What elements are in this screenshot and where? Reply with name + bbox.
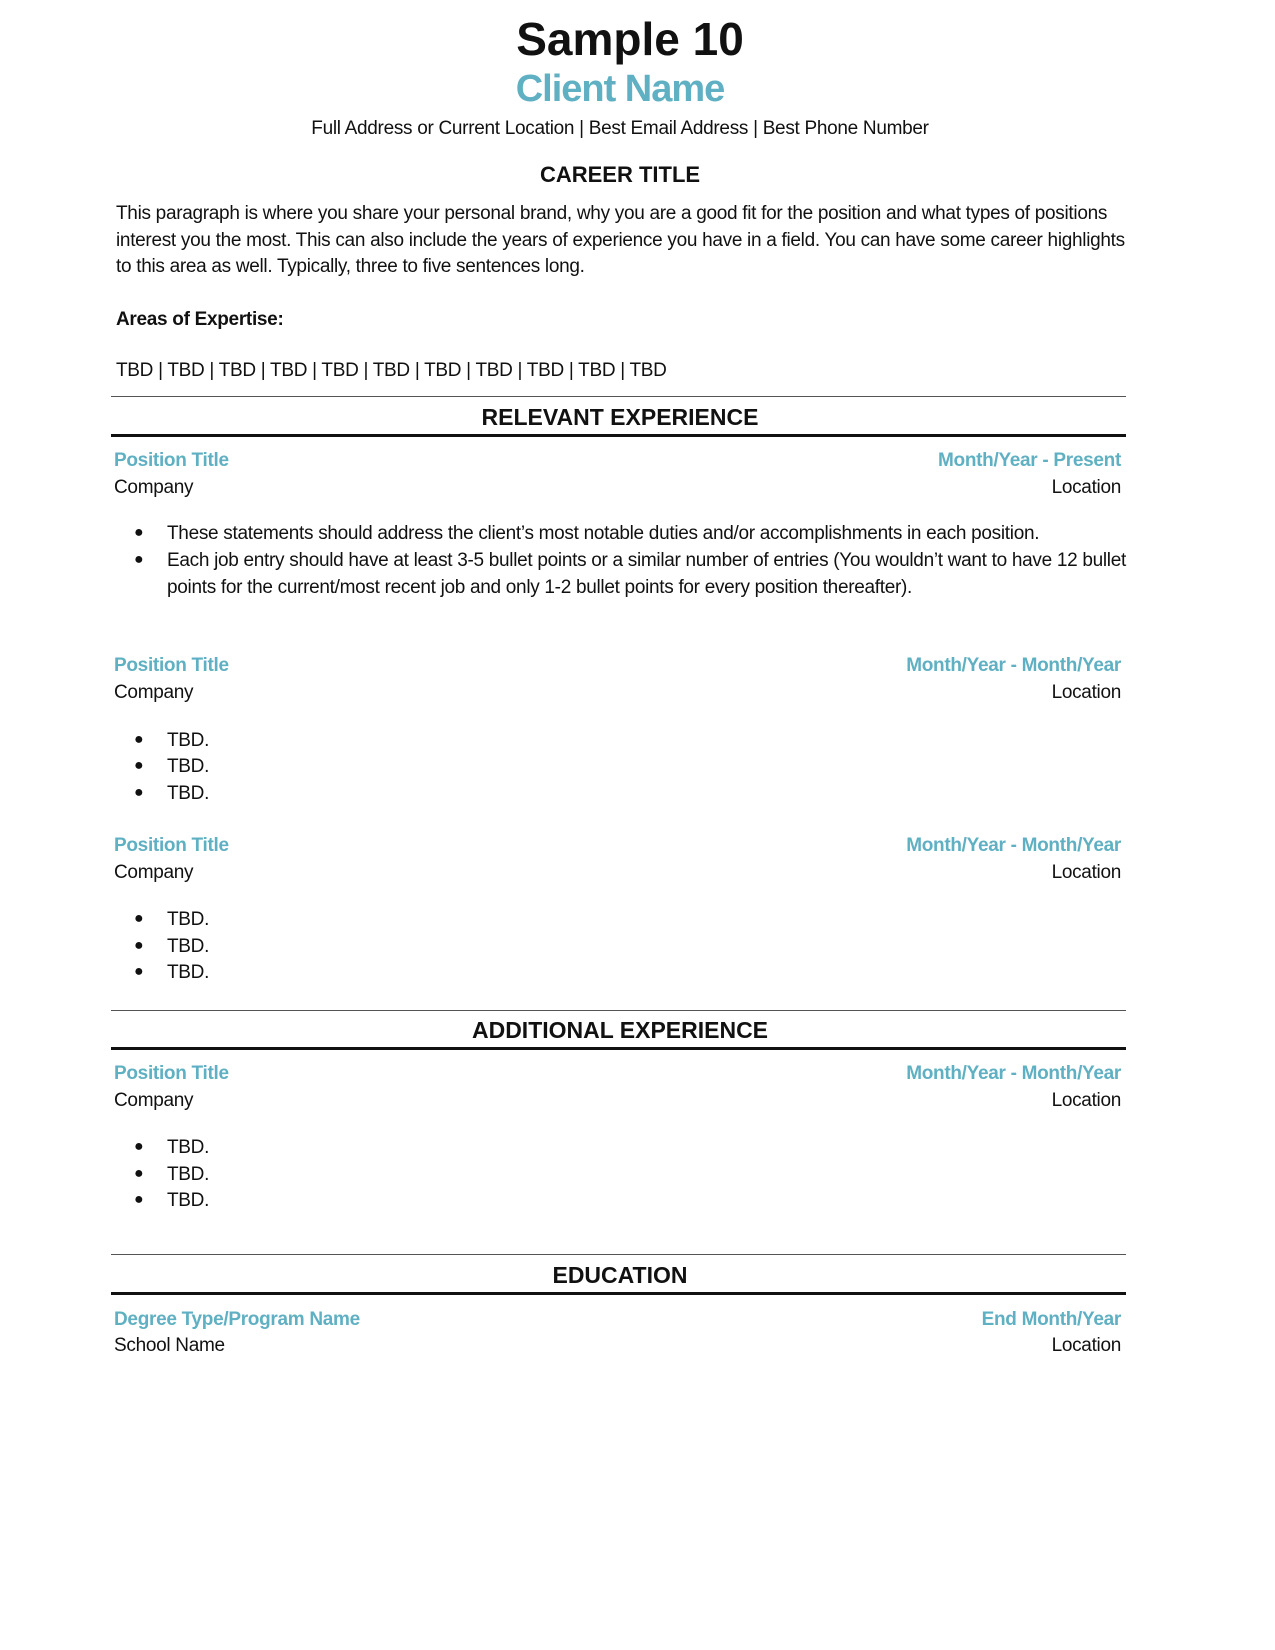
divider	[111, 1047, 1126, 1050]
divider	[111, 1254, 1126, 1255]
section-heading-education: EDUCATION	[552, 1262, 688, 1288]
position-dates: Month/Year - Month/Year	[906, 835, 1121, 856]
position-dates: Month/Year - Month/Year	[906, 655, 1121, 676]
position-title: Position Title	[114, 1063, 229, 1084]
divider	[111, 1010, 1126, 1011]
bullet-text: TBD.	[167, 936, 210, 957]
bullet-text: TBD.	[167, 783, 210, 804]
degree-name: Degree Type/Program Name	[114, 1309, 360, 1330]
position-dates: Month/Year - Month/Year	[906, 1063, 1121, 1084]
client-name: Client Name	[515, 68, 725, 110]
expertise-list: TBD | TBD | TBD | TBD | TBD | TBD | TBD | TBD | TBD | TBD | TBD	[116, 360, 667, 381]
bullet-icon: ●	[134, 757, 144, 774]
divider	[111, 1292, 1126, 1295]
company-name: Company	[114, 477, 194, 498]
bullet-icon: ●	[134, 551, 144, 568]
expertise-label: Areas of Expertise:	[116, 309, 284, 330]
bullet-text: TBD.	[167, 730, 210, 751]
section-heading-additional: ADDITIONAL EXPERIENCE	[471, 1017, 769, 1043]
education-location: Location	[1051, 1335, 1121, 1356]
bullet-icon: ●	[134, 731, 144, 748]
bullet-text: TBD.	[167, 909, 210, 930]
bullet-icon: ●	[134, 784, 144, 801]
bullet-icon: ●	[134, 910, 144, 927]
position-dates: Month/Year - Present	[938, 450, 1121, 471]
company-name: Company	[114, 1090, 194, 1111]
bullet-text: TBD.	[167, 1164, 210, 1185]
divider	[111, 396, 1126, 397]
bullet-text: TBD.	[167, 962, 210, 983]
education-date: End Month/Year	[981, 1309, 1121, 1330]
bullet-icon: ●	[134, 937, 144, 954]
position-title: Position Title	[114, 655, 229, 676]
divider	[111, 434, 1126, 437]
bullet-text: TBD.	[167, 756, 210, 777]
bullet-icon: ●	[134, 963, 144, 980]
document-title: Sample 10	[516, 13, 744, 65]
bullet-icon: ●	[134, 1191, 144, 1208]
position-title: Position Title	[114, 450, 229, 471]
bullet-icon: ●	[134, 1138, 144, 1155]
bullet-text: These statements should address the client’s most notable duties and/or accomplishments in each position.	[167, 523, 1040, 544]
bullet-text: TBD.	[167, 1137, 210, 1158]
job-location: Location	[1051, 1090, 1121, 1111]
bullet-icon: ●	[134, 524, 144, 541]
bullet-text: TBD.	[167, 1190, 210, 1211]
bullet-text: Each job entry should have at least 3-5 bullet points or a similar number of entries (You wouldn’t want to have 12 bullet points for the current/most recent job and only 1-2 bullet points for every position thereafter).	[167, 550, 1126, 598]
section-heading-relevant: RELEVANT EXPERIENCE	[481, 404, 759, 430]
job-location: Location	[1051, 862, 1121, 883]
school-name: School Name	[114, 1335, 225, 1356]
contact-line: Full Address or Current Location | Best Email Address | Best Phone Number	[311, 118, 929, 139]
company-name: Company	[114, 682, 194, 703]
bullet-icon: ●	[134, 1165, 144, 1182]
company-name: Company	[114, 862, 194, 883]
summary-paragraph: This paragraph is where you share your personal brand, why you are a good fit for the position and what types of positions interest you the most. This can also include the years of experience you have in a field. You can have some career highlights to this area as well. Typically, three to five sentences long.	[116, 203, 1125, 277]
position-title: Position Title	[114, 835, 229, 856]
job-location: Location	[1051, 477, 1121, 498]
job-location: Location	[1051, 682, 1121, 703]
career-title: CAREER TITLE	[539, 162, 701, 187]
